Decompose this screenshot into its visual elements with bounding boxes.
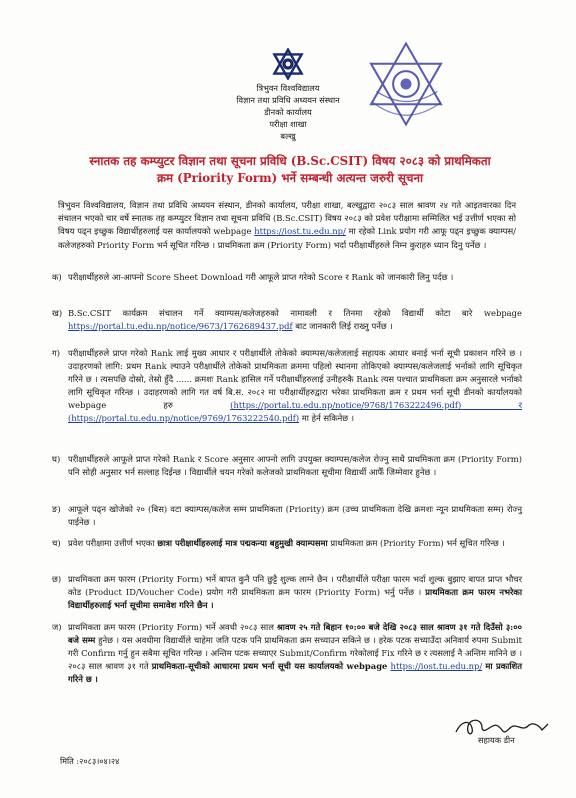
item-key: घ): [52, 454, 61, 464]
item-text: आफूले पढ्न खोजेको २० (बिस) वटा क्याम्पस/कलेज सम्म प्राथमिकता (Priority) क्रम (उच्च प्राथमिकता देखि क्रमशः न्यून प्राथमिकता सम्म) रोज्नु पाईनेछ ।: [68, 504, 522, 527]
item-key: ग): [52, 348, 60, 358]
item-key: ज): [52, 622, 62, 632]
item-key: क): [52, 272, 62, 282]
item-text: प्रवेश परीक्षामा उत्तीर्ण भएका: [68, 538, 155, 548]
item-text-2: बाट जानकारी लिई राख्नु पर्नेछ ।: [295, 321, 393, 331]
item-bold: प्राथमिकता क्रम फारम नभरेका विद्यार्थीहरुलाई भर्ना सूचीमा समावेश गरिने छैन ।: [68, 587, 522, 610]
item-text: B.Sc.CSIT कार्यक्रम संचालन गर्ने क्याम्पस/कलेजहरुको नामावली र तिनमा रहेको विद्यार्थी कोटा बारे webpage: [68, 308, 522, 318]
list-item: [52, 347, 522, 425]
office-stamp: [360, 38, 452, 130]
notice-title: [40, 153, 540, 187]
university-emblem-icon: [272, 48, 304, 80]
iost-link[interactable]: https://iost.tu.edu.np/: [390, 661, 483, 671]
list-item: [52, 621, 522, 686]
item-key: छ): [52, 574, 62, 584]
item-text: परीक्षार्थीहरुले आफूले प्राप्त गरेको Rank र Score अनुसार आफ्नो लागि उपयुक्त क्याम्पस/कलेज रोज्नु साथै प्राथमिकता क्रम (Priority Form) पनि सोही अनुसार भर्न सल्लाह दिईन्छ । विद्यार्थीले चयन गरेको कलेजको प्राथमिकता सूचीमा विद्यार्थी आफैँ जिम्मेवार हुनेछ ।: [68, 454, 522, 477]
signatory-role: सहायक डीन: [478, 735, 515, 745]
item-text-2: मा हेर्न सकिनेछ ।: [301, 413, 355, 423]
list-item: [52, 573, 522, 612]
intro-text: त्रिभुवन विश्वविद्यालय, विज्ञान तथा प्रविधि अध्ययन संस्थान, डीनको कार्यालय, परीक्षा शाखा, बल्खुद्वारा २०८३ साल श्रावण २४ गते आइतवारका दिन संचालन भएको चार वर्षे स्नातक तह कम्प्युटर विज्ञान तथा सूचना प्रविधि (B.Sc.CSIT) विषय २०८३ को प्रवेश परीक्षामा सम्मिलित भई उत्तीर्ण भएका सो विषय पढ्न इच्छुक विद्यार्थीहरुलाई यस कार्यालयको webpage: [58, 200, 516, 237]
iost-link[interactable]: https://iost.tu.edu.np/: [254, 226, 346, 237]
intro-paragraph: [58, 199, 516, 252]
header-line-2: विज्ञान तथा प्रविधि अध्ययन संस्थान: [236, 95, 340, 105]
campus-list-link[interactable]: https://portal.tu.edu.np/notice/9673/1762689437.pdf: [68, 321, 293, 331]
item-text: प्राथमिकता क्रम फारम (Priority Form) भर्ने बापत कुनै पनि छुट्टै शुल्क लाग्ने छैन । परीक्षार्थीले परीक्षा फारम भर्दा शुल्क बुझाए बापत प्राप्त भौचर कोड (Product ID/Voucher Code) प्रयोग गरी प्राथमिकता क्रम फारम (Priority Form) भर्नु पर्नेछ ।: [68, 574, 522, 597]
list-item: [52, 453, 522, 479]
item-key: ख): [52, 308, 63, 318]
list-item: [52, 271, 522, 284]
item-text: परीक्षार्थीहरुले आ-आफ्नो Score Sheet Download गरी आफूले प्राप्त गरेको Score र Rank को जानकारी लिनु पर्दछ ।: [68, 272, 454, 282]
previous-year-links[interactable]: (https://portal.tu.edu.np/notice/9768/1763222496.pdf) र (https://portal.tu.edu.np/notice/9769/1763222540.pdf): [68, 400, 522, 423]
list-item: [52, 503, 522, 529]
header-line-5: बल्खु: [280, 131, 296, 141]
item-key: च): [52, 538, 61, 548]
item-key: ङ): [52, 504, 61, 514]
item-text-2: प्राथमिकता क्रम (Priority Form) भर्न सूचित गरिन्छ ।: [330, 538, 505, 548]
item-text: प्राथमिकता क्रम फारम (Priority Form) भर्ने अवधी २०८३ साल: [68, 622, 274, 632]
list-item: [52, 307, 522, 333]
intro-text-2: मा रहेको Link प्रयोग गरी आफू पढ्न इच्छुक क्याम्पस/कलेजहरुको Priority Form भर्न सूचित गरिन्छ । प्राथमिकता क्रम (Priority Form) भर्दा परीक्षार्थीहरुले निम्न कुराहरु ध्यान दिनु पर्नेछ ।: [58, 226, 517, 250]
header-line-4: परीक्षा शाखा: [269, 119, 307, 129]
header-line-3: डीनको कार्यालय: [264, 107, 312, 117]
item-bold: श्रावण २५ गते बिहान १०:०० बजे देखि २०८३ साल श्रावण ३१ गते दिउँसो ३:०० बजे सम्म: [68, 622, 522, 645]
title-line-1: स्नातक तह कम्प्युटर विज्ञान तथा सूचना प्रविधि (B.Sc.CSIT) विषय २०८३ को प्राथमिकता: [89, 154, 491, 168]
item-text: परीक्षार्थीहरुले प्राप्त गरेको Rank लाई मुख्य आधार र परीक्षार्थीले तोकेको क्याम्पस/कलेजलाई सहायक आधार बनाई भर्ना सूची प्रकाशन गरिने छ । उदाहरणको लागि: प्रथम Rank ल्याउने परीक्षार्थीले तोकेको प्राथमिकता क्रममा पहिलो स्थानमा तोकिएको क्याम्पस/कलेजलाई भर्नाको लागि सूचिकृत गरिने छ । त्यसपछि दोस्रो, तेस्रो हुँदै ...... क्रमशः Rank हासिल गर्ने परीक्षार्थीहरुलाई उनीहरुकै Rank त्यस पश्चात प्राथमिकता क्रम अनुसारले भर्नाको लागि सूचिकृत गरिन्छ । उदाहरणको लागि गत वर्ष बि.स. २०८२ मा परीक्षार्थीहरुद्वारा भरेका प्राथमिकता क्रम र प्रथम भर्ना सूची डीनको कार्यालयको webpage हरु: [68, 348, 522, 410]
item-bold: छात्रा परीक्षार्थीहरुलाई मात्र पद्मकन्या बहुमुखी क्याम्पसमा: [157, 538, 328, 548]
title-line-2: क्रम (Priority Form) भर्ने सम्बन्धी अत्यन्त जरुरी सूचना: [156, 171, 424, 185]
institution-header: [200, 82, 376, 142]
item-text-2: हुनेछ । यस अवधीमा विद्यार्थीले चाहेमा जति पटक पनि प्राथमिकता क्रम सच्याउन सकिने छ । हरेक पटक सच्याउँदा अनिवार्य रुपमा Submit गरी Confirm गर्नु हुन सबैमा सूचित गरिन्छ । अन्तिम पटक सच्याएर Submit/Confirm गरेकोलाई Fix गरिने छ र त्यसलाई नै अन्तिम मानिने छ । २०८३ साल श्रावण ३१ गते: [68, 635, 522, 671]
notice-date: मिति :२०८३।०४।२४: [60, 756, 120, 766]
item-bold-3: मा प्रकाशित गरिने छ ।: [68, 661, 522, 684]
list-item: [52, 537, 522, 550]
header-line-1: त्रिभुवन विश्वविद्यालय: [256, 83, 320, 93]
item-bold-2: प्राथमिकता-सूचीको आधारमा प्रथम भर्ना सूची यस कार्यालयको webpage: [151, 661, 388, 671]
